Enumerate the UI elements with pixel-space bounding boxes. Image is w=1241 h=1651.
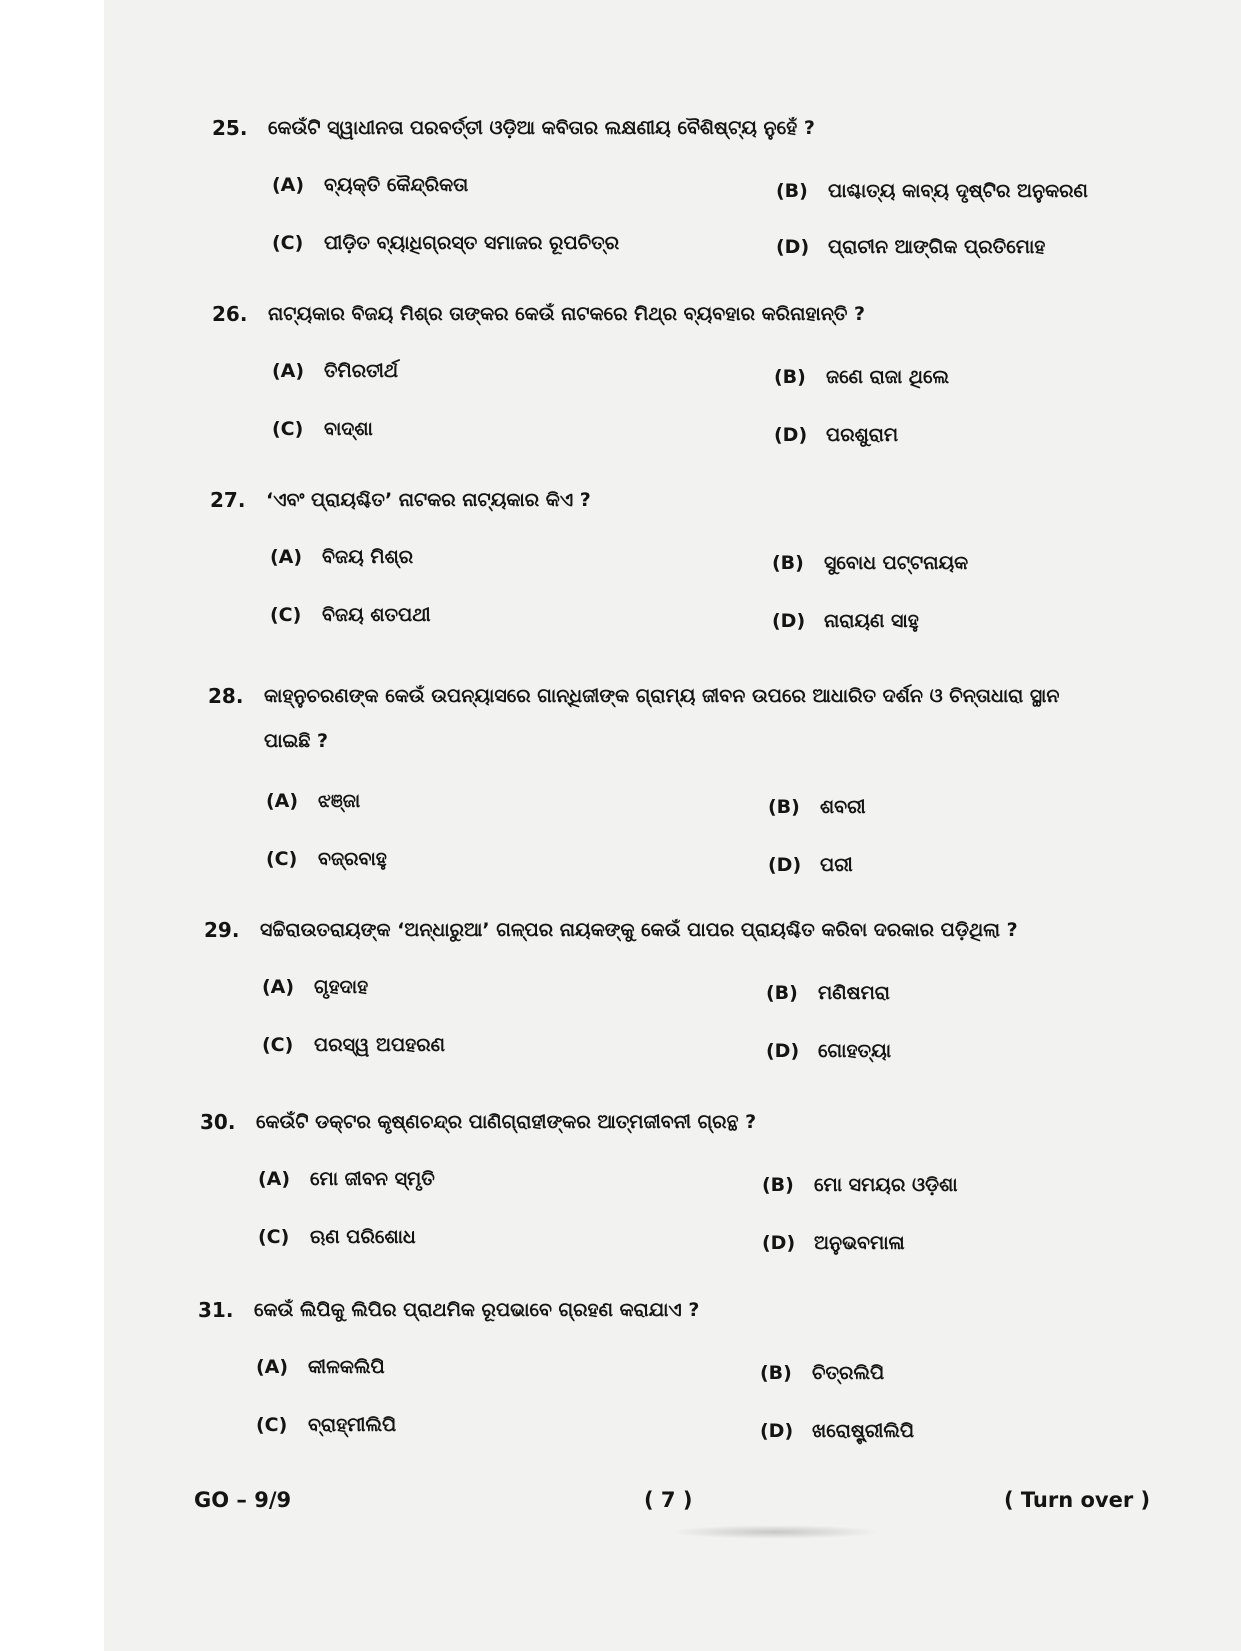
option-c: (C) ପୀଡ଼ିତ ବ୍ୟାଧିଗ୍ରସ୍ତ ସମାଜର ରୂପଚିତ୍ର: [272, 232, 620, 254]
option-b: (B) ଚିତ୍ରଲିପି: [760, 1362, 885, 1384]
question-text: କେଉଁ ଲିପିକୁ ଲିପିର ପ୍ରାଥମିକ ରୂପଭାବେ ଗ୍ରହଣ କରାଯାଏ ?: [254, 1299, 700, 1321]
question-number: 25.: [212, 116, 248, 140]
option-d: (D) ପରଶୁରାମ: [774, 424, 899, 446]
option-d: (D) ପରୀ: [768, 854, 853, 876]
question-number: 30.: [200, 1110, 236, 1134]
paper-code: GO – 9/9: [194, 1488, 292, 1512]
question-number: 29.: [204, 918, 240, 942]
scan-margin: [0, 0, 104, 1651]
option-c: (C) ବ୍ରାହ୍ମୀଲିପି: [256, 1414, 397, 1436]
question-number: 27.: [210, 488, 246, 512]
option-d: (D) ପ୍ରାଚୀନ ଆଙ୍ଗିକ ପ୍ରତିମୋହ: [776, 236, 1046, 258]
question-number: 31.: [198, 1298, 234, 1322]
option-c: (C) ପରସ୍ୱ ଅପହରଣ: [262, 1034, 446, 1056]
option-b: (B) ସୁବୋଧ ପଟ୍ଟନାୟକ: [772, 552, 969, 574]
option-c: (C) ଋଣ ପରିଶୋଧ: [258, 1226, 416, 1248]
option-a: (A) ବିଜୟ ମିଶ୍ର: [270, 546, 414, 568]
option-b: (B) ପାଶ୍ଚାତ୍ୟ କାବ୍ୟ ଦୃଷ୍ଟିର ଅନୁକରଣ: [776, 180, 1088, 202]
option-a: (A) ବ୍ୟକ୍ତି କୈନ୍ଦ୍ରିକତା: [272, 174, 469, 196]
option-c: (C) ବାଦ୍‌ଶା: [272, 418, 373, 440]
question-number: 26.: [212, 302, 248, 326]
option-b: (B) ଜଣେ ରାଜା ଥିଲେ: [774, 366, 950, 388]
question-number: 28.: [208, 684, 244, 708]
page-number: ( 7 ): [644, 1488, 693, 1512]
option-a: (A) ଝଞ୍ଜା: [266, 790, 361, 812]
option-c: (C) ବିଜୟ ଶତପଥୀ: [270, 604, 431, 626]
option-b: (B) ମଣିଷମରା: [766, 982, 890, 1004]
option-c: (C) ବଜ୍ରବାହୁ: [266, 848, 387, 870]
option-a: (A) ଗୃହଦାହ: [262, 976, 369, 998]
option-a: (A) ମୋ ଜୀବନ ସ୍ମୃତି: [258, 1168, 435, 1190]
option-b: (B) ଶବରୀ: [768, 796, 866, 818]
question-text-continued: ପାଇଛି ?: [264, 730, 329, 752]
option-d: (D) ଗୋହତ୍ୟା: [766, 1040, 892, 1062]
question-text: କେଉଁଟି ଡକ୍ଟର କୃଷ୍ଣଚନ୍ଦ୍ର ପାଣିଗ୍ରାହୀଙ୍କର ଆତ୍ମଜୀବନୀ ଗ୍ରନ୍ଥ ?: [256, 1111, 757, 1133]
question-text: କେଉଁଟି ସ୍ୱାଧୀନତା ପରବର୍ତ୍ତୀ ଓଡ଼ିଆ କବିତାର ଲକ୍ଷଣୀୟ ବୈଶିଷ୍ଟ୍ୟ ନୁହେଁ ?: [268, 117, 815, 139]
question-text: ନାଟ୍ୟକାର ବିଜୟ ମିଶ୍ର ତାଙ୍କର କେଉଁ ନାଟକରେ ମିଥ୍‌ର ବ୍ୟବହାର କରିନାହାନ୍ତି ?: [268, 303, 866, 325]
option-d: (D) ଖରୋଷ୍ଟ୍ରୀଲିପି: [760, 1420, 915, 1442]
scan-smudge: [670, 1525, 880, 1539]
option-b: (B) ମୋ ସମୟର ଓଡ଼ିଶା: [762, 1174, 958, 1196]
option-a: (A) କୀଳକଲିପି: [256, 1356, 385, 1378]
turn-over-note: ( Turn over ): [1004, 1488, 1151, 1512]
question-text: ସଚ୍ଚିରାଉତରାୟଙ୍କ ‘ଅନ୍ଧାରୁଆ’ ଗଳ୍ପର ନାୟକଙ୍କୁ କେଉଁ ପାପର ପ୍ରାୟଶ୍ଚିତ କରିବା ଦରକାର ପଡ଼ିଥିଲା ?: [260, 919, 1018, 941]
question-text: କାହ୍ନୁଚରଣଙ୍କ କେଉଁ ଉପନ୍ୟାସରେ ଗାନ୍ଧିଜୀଙ୍କ ଗ୍ରାମ୍ୟ ଜୀବନ ଉପରେ ଆଧାରିତ ଦର୍ଶନ ଓ ଚିନ୍ତାଧାରା ସ୍ଥାନ: [264, 685, 1060, 707]
option-d: (D) ନାରାୟଣ ସାହୁ: [772, 610, 919, 632]
option-d: (D) ଅନୁଭବମାଳା: [762, 1232, 905, 1254]
question-text: ‘ଏବଂ ପ୍ରାୟଶ୍ଚିତ’ ନାଟକର ନାଟ୍ୟକାର କିଏ ?: [266, 489, 591, 511]
option-a: (A) ତିମିରତୀର୍ଥ: [272, 360, 399, 382]
